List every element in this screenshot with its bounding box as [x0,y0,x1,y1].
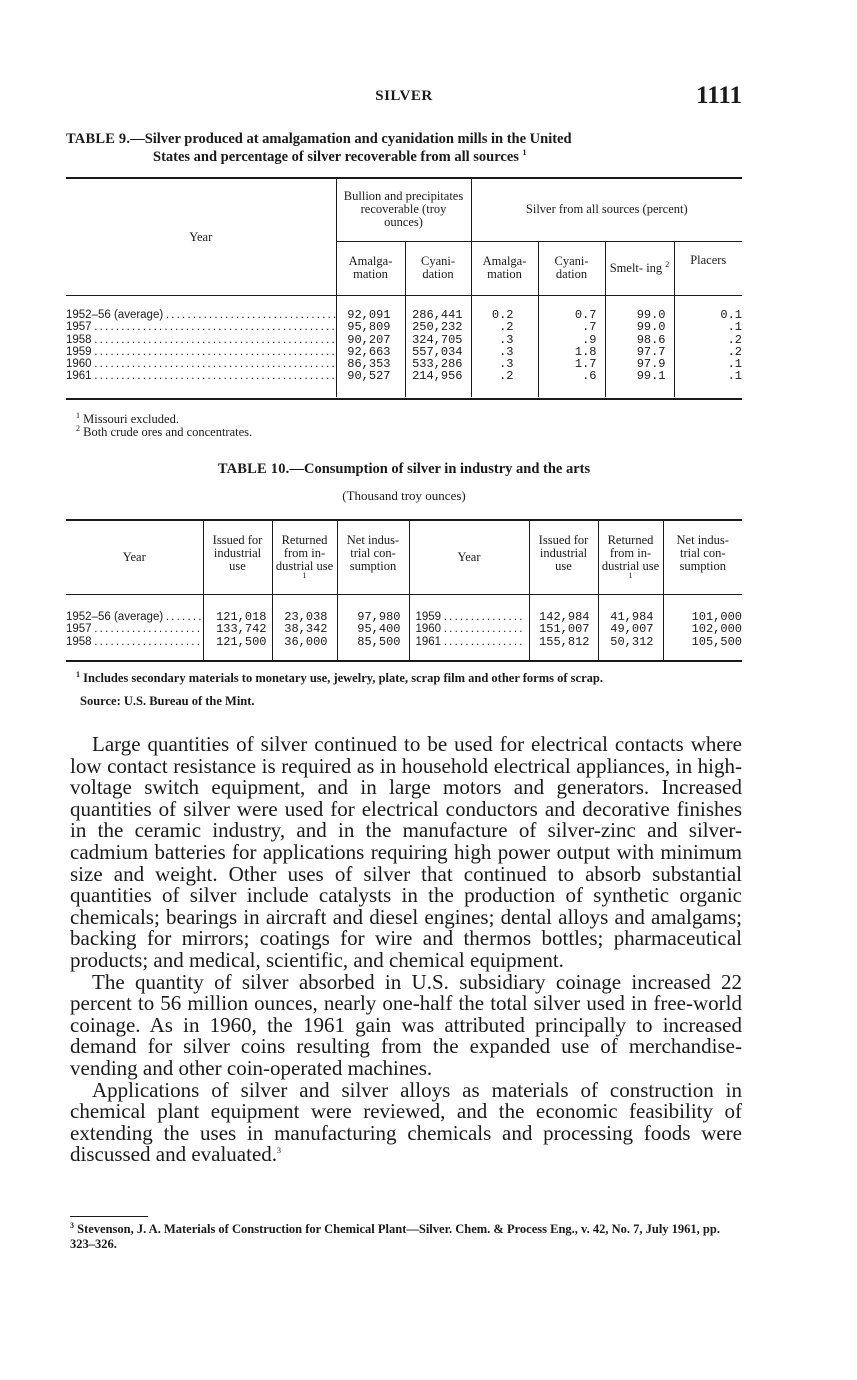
table10-returned-cell [272,594,337,660]
table9-value: .1 [727,357,743,372]
table9-value: 286,441 [412,308,463,322]
table9-year-row-5: 1961 . . . [66,370,336,382]
table9-year-row-2: 1958 . . . [66,334,336,346]
table10-col-returned-label: Returned from in- dustrial use [275,533,334,573]
table9-value: 95,809 [347,320,391,335]
table9-group-bullion: Bullion and precipitates recoverable (troy ounces) [336,179,471,241]
table9-value: 92,663 [347,344,391,359]
table9-value: 250,232 [412,320,463,335]
table9-value: .3 [499,344,514,359]
table10-value: 49,007 [610,622,654,637]
table10-value: 142,984 [539,610,590,624]
table9-value: .1 [727,320,743,335]
table10-col-returned-2-ref: 1 [628,570,633,580]
table9-value: 0.1 [720,308,743,322]
table10-col-year: Year [122,550,146,564]
table9-bullion-amalgamation-cell [336,295,405,397]
table10-footnote-1 [76,671,603,685]
table9-body-row [66,295,742,397]
table10-value: 155,812 [539,634,590,649]
table10-unit: (Thousand troy ounces) [342,488,466,503]
table9-value: 324,705 [412,332,463,347]
table10-net-2-cell [663,594,742,660]
table10-col-returned [272,521,337,594]
table9-label: TABLE 9. [66,131,131,147]
table10-col-year-2: Year [409,521,529,594]
table9-value: 92,091 [347,308,391,322]
table9-year-row-4: 1960 . . . [66,358,336,370]
table10-footnote-1-ref: 1 [76,669,80,679]
table9-value: 0.7 [574,308,597,322]
table9-col-src-smelting-label: Smelt- ing [609,260,663,275]
table9-value: 1.8 [574,344,597,359]
footnote-separator [70,1216,148,1217]
table10-value: 133,742 [216,622,267,637]
paragraph-3-ref: 3 [277,1146,282,1156]
reference-text: Stevenson, J. A. Materials of Construction for Chemical Plant—Silver. Chem. & Process Eng., v. 42, No. 7, July 1961, pp. 323–326. [70,1222,720,1251]
table10-value: 23,038 [284,610,328,624]
paragraph-3-text: Applications of silver and silver alloys as materials of construction in chemical plant equipment were reviewed, and the economic feasibility of extending the uses in manufacturing chemicals and processing foods were discussed and evaluated. [70,1077,742,1167]
table10-label: TABLE 10. [217,461,290,477]
table9-value: 1.7 [574,357,597,372]
table9-year-row-3: 1959 . . . [66,346,336,358]
table10-net-cell [337,594,409,660]
table9-bottom-rule [66,398,742,400]
table9-col-bullion-cyanidation: Cyani- dation [405,241,471,295]
table10-bottom-rule [66,660,742,662]
table9-value: .3 [499,357,514,372]
table9-bullion-cyanidation-cell [405,295,471,397]
table10-value: 38,342 [284,622,328,637]
table9-year-row-1: 1957 . . . [66,321,336,333]
table9-value: 97.7 [636,344,666,359]
paragraph-3 [70,1077,742,1167]
table10-value: 85,500 [357,634,401,649]
table9-src-placers-cell [674,295,742,397]
table10-year2-row-1: 1960 . . . [416,623,525,635]
table9-col-src-cyanidation: Cyani- dation [538,241,605,295]
table10-caption [66,460,742,478]
running-head [66,82,742,112]
table9-value: .7 [582,320,597,335]
table10-issued-2-cell [529,594,598,660]
table9-value: .2 [499,320,514,335]
table9-col-bullion-amalgamation: Amalga- mation [336,241,405,295]
table10-col-issued-2: Issued for industrial use [529,521,598,594]
table10-col-returned-ref: 1 [302,570,307,580]
table9-year-row-0: 1952–56 (average) . . . [66,309,336,321]
table9-col-src-amalgamation: Amalga- mation [471,241,538,295]
page-number: 1111 [696,82,742,109]
table10-value: 97,980 [357,610,401,624]
table9-value: .6 [582,369,597,384]
running-title: SILVER [375,88,433,104]
table9-col-year: Year [189,229,213,244]
table9-footnote-1-ref: 1 [76,410,80,420]
table10-value: 121,500 [216,634,267,649]
table10-year-2-cell [409,594,529,660]
reference-footnote [70,1222,746,1252]
table9-col-src-smelting-ref: 2 [665,259,670,269]
table10-value: 36,000 [284,634,328,649]
table9-caption [66,130,746,166]
table9-value: 99.0 [636,320,666,335]
table9-value: 90,527 [347,369,391,384]
table9-value: 99.1 [636,369,666,384]
table9-value: 86,353 [347,357,391,372]
table10-col-issued: Issued for industrial use [203,521,272,594]
table10-col-returned-2-label: Returned from in- dustrial use [601,533,660,573]
table9-group-sources: Silver from all sources (percent) [471,179,742,241]
table9-value: .1 [727,369,743,384]
table10-year-row-0: 1952–56 (average) . . . [66,611,203,623]
reference-mark: 3 [70,1220,74,1230]
table10-issued-cell [203,594,272,660]
table9-src-cyanidation-cell [538,295,605,397]
table9-title-line2: States and percentage of silver recoverable from all sources [153,149,519,165]
table9-value: .9 [582,332,597,347]
table10-value: 102,000 [691,622,742,637]
table9-src-smelting-cell [605,295,674,397]
table9-value: 90,207 [347,332,391,347]
table10-value: 101,000 [691,610,742,624]
table9-src-amalgamation-cell [471,295,538,397]
table9-footnote-2-text: Both crude ores and concentrates. [83,425,253,439]
table10 [66,521,742,660]
table10-returned-2-cell [598,594,663,660]
table10-value: 105,500 [691,634,742,649]
table10-source: Source: U.S. Bureau of the Mint. [80,694,255,708]
table10-year-row-1: 1957 . . . [66,623,203,635]
table9-footnote-2 [76,425,252,439]
table9-value: .3 [499,332,514,347]
table10-value: 41,984 [610,610,654,624]
table10-col-net: Net indus- trial con- sumption [337,521,409,594]
table9-value: 98.6 [636,332,666,347]
table10-title: —Consumption of silver in industry and the arts [289,461,591,477]
table10-value: 95,400 [357,622,401,637]
table10-value: 50,312 [610,634,654,649]
table9-value: 214,956 [412,369,463,384]
table9-title-line1: —Silver produced at amalgamation and cyanidation mills in the United [130,131,572,147]
table9-footnote-1 [76,412,179,426]
table10-year-row-2: 1958 . . . [66,636,203,648]
table9-col-src-placers: Placers [674,241,742,295]
table10-col-net-2: Net indus- trial con- sumption [663,521,742,594]
table9-value: 97.9 [636,357,666,372]
table9-value: .2 [727,344,743,359]
table9-value: 99.0 [636,308,666,322]
table9-value: .2 [499,369,514,384]
table10-year2-row-2: 1961 . . . [416,636,525,648]
table10-footnote-1-text: Includes secondary materials to monetary use, jewelry, plate, scrap film and other forms of scrap. [83,671,603,685]
table10-body-row [66,594,742,660]
table10-year-cell [66,594,203,660]
table9 [66,179,742,397]
table9-value: 533,286 [412,357,463,372]
table9-value: 0.2 [491,308,514,322]
table10-year2-row-0: 1959 . . . [416,611,525,623]
table9-title-note-ref: 1 [522,148,527,158]
table10-value: 151,007 [539,622,590,637]
table9-value: .2 [727,332,743,347]
body-text [70,734,742,1166]
table9-footnote-2-ref: 2 [76,423,80,433]
paragraph-2: The quantity of silver absorbed in U.S. subsidiary coinage increased 22 percent to 56 million ounces, nearly one-half the total silver used in free-world coinage. As in 1960, the 1961 gain was attributed principally to increased demand for silver coins resulting from the expanded use of merchandise-vending and other coin-operated machines. [70,969,742,1080]
table10-value: 121,018 [216,610,267,624]
table9-footnote-1-text: Missouri excluded. [83,412,179,426]
table9-year-cell [66,295,336,397]
table9-value: 557,034 [412,344,463,359]
paragraph-1: Large quantities of silver continued to be used for electrical contacts where low contact resistance is required as in household electrical appliances, in high-voltage switch equipment, and in large motors and generators. Increased quantities of silver were used for electrical conductors and decorative finishes in the ceramic industry, and in the manufacture of silver-zinc and silver-cadmium batteries for applications requiring high power output with minimum size and weight. Other uses of silver that continued to absorb substantial quantities of silver include catalysts in the production of synthetic organic chemicals; bearings in aircraft and diesel engines; dental alloys and amalgams; backing for mirrors; coatings for wire and thermos bottles; pharmaceutical products; and medical, scientific, and chemical equipment. [70,732,742,972]
table10-col-returned-2 [598,521,663,594]
table9-col-src-smelting [605,241,674,295]
